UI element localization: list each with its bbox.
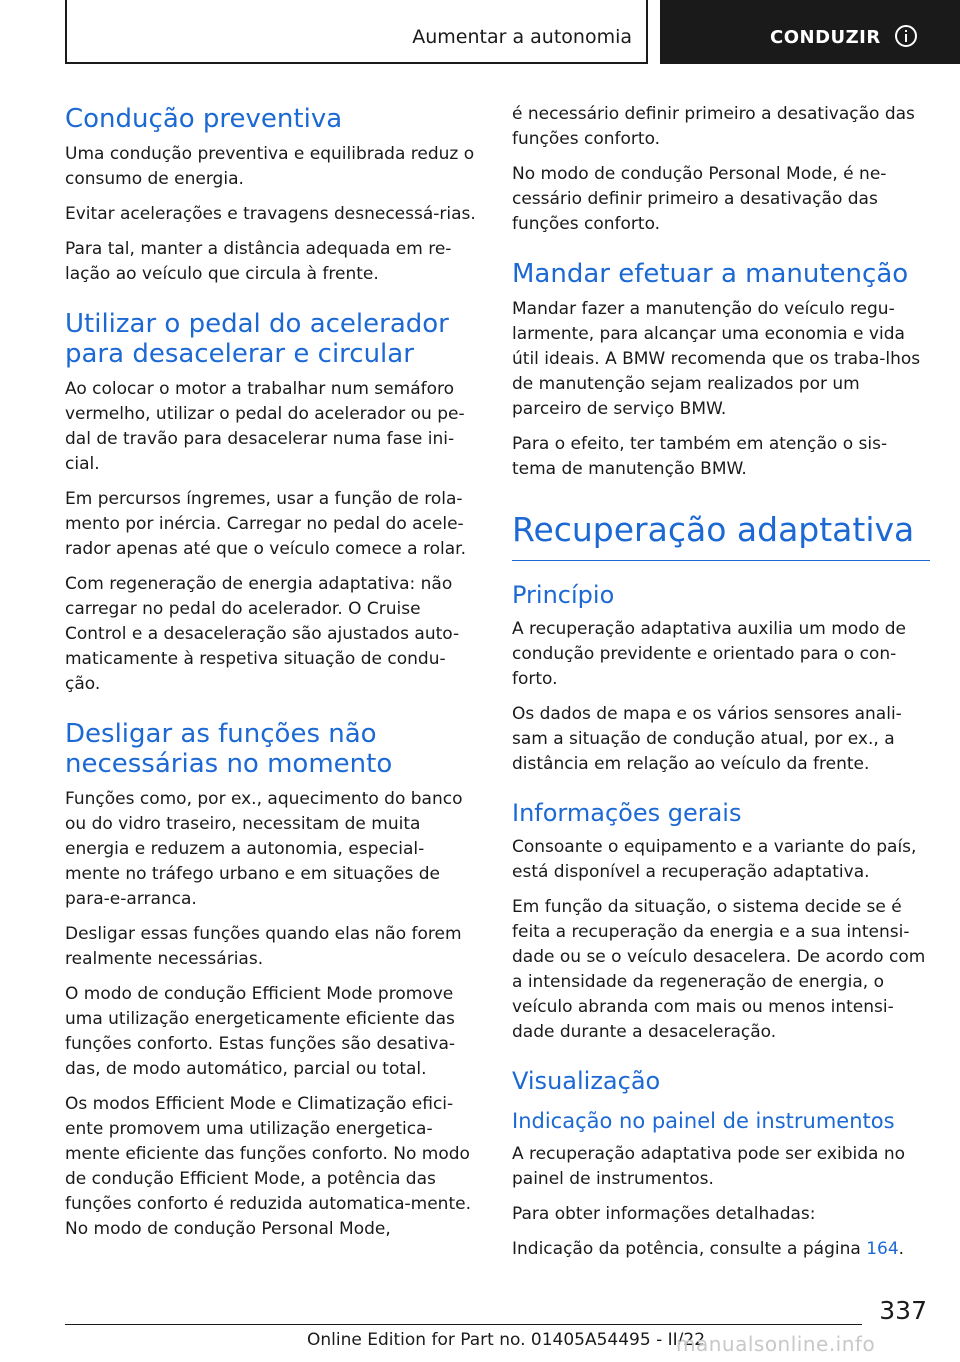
paragraph-text: Indicação da potência, consulte a página	[512, 1239, 867, 1259]
left-column	[65, 96, 479, 1242]
chapter-label: CONDUZIR	[770, 27, 881, 48]
section-header	[65, 0, 648, 64]
paragraph: A recuperação adaptativa auxilia um modo de condução previdente e orientado para o con-forto.	[512, 619, 907, 689]
heading-maintenance: Mandar efetuar a manutenção	[512, 259, 909, 289]
heading-adaptive-recuperation: Recuperação adaptativa	[512, 510, 915, 549]
paragraph: Em função da situação, o sistema decide se é feita a recuperação da energia e a sua intensi-dade ou se o veículo desacelera. De acordo com a intensidade da regeneração de energia, o veículo abranda com mais ou menos intensi-dade durante a desaceleração.	[512, 897, 926, 1042]
subheading-instrument-panel: Indicação no painel de instrumentos	[512, 1109, 895, 1133]
chapter-tab[interactable]	[660, 0, 960, 64]
paragraph: O modo de condução Efficient Mode promove uma utilização energeticamente eficiente das funções conforto. Estas funções são desativa-das, de modo automático, parcial ou total.	[65, 984, 456, 1079]
paragraph: Para tal, manter a distância adequada em re-lação ao veículo que circula à frente.	[65, 239, 452, 284]
heading-disable-functions: Desligar as funções não necessárias no momento	[65, 719, 393, 779]
paragraph: Evitar acelerações e travagens desnecessá-rias.	[65, 204, 476, 224]
info-icon[interactable]	[895, 25, 917, 47]
right-column	[512, 96, 930, 1262]
footer-divider	[65, 1324, 862, 1325]
page-reference-link[interactable]: 164	[866, 1239, 899, 1259]
paragraph: Com regeneração de energia adaptativa: não carregar no pedal do acelerador. O Cruise Control e a desaceleração são ajustados auto-maticamente à respetiva situação de condu-ção.	[65, 574, 460, 694]
paragraph: é necessário definir primeiro a desativação das funções conforto.	[512, 104, 915, 149]
paragraph: Para o efeito, ter também em atenção o sis-tema de manutenção BMW.	[512, 434, 888, 479]
paragraph: Consoante o equipamento e a variante do país, está disponível a recuperação adaptativa.	[512, 837, 917, 882]
heading-preventive-driving: Condução preventiva	[65, 104, 343, 134]
paragraph: Uma condução preventiva e equilibrada reduz o consumo de energia.	[65, 144, 475, 189]
paragraph: Ao colocar o motor a trabalhar num semáforo vermelho, utilizar o pedal do acelerador ou pe-dal de travão para desacelerar numa fase ini-cial.	[65, 379, 465, 474]
heading-principle: Princípio	[512, 581, 615, 609]
heading-display: Visualização	[512, 1067, 661, 1095]
paragraph: Mandar fazer a manutenção do veículo regu-larmente, para alcançar uma economia e vida útil ideais. A BMW recomenda que os traba-lhos de manutenção sejam realizados por um parceiro de serviço BMW.	[512, 299, 921, 419]
paragraph: Em percursos íngremes, usar a função de rola-mento por inércia. Carregar no pedal do acele-rador apenas até que o veículo comece a rolar.	[65, 489, 466, 559]
edition-note: Online Edition for Part no. 01405A54495 - II/22	[307, 1330, 706, 1350]
paragraph: Desligar essas funções quando elas não forem realmente necessárias.	[65, 924, 462, 969]
paragraph-end: .	[898, 1239, 905, 1259]
watermark: manualsonline.info	[676, 1332, 876, 1356]
chapter-heading	[512, 510, 930, 561]
paragraph: Para obter informações detalhadas:	[512, 1204, 816, 1224]
section-title: Aumentar a autonomia	[412, 26, 632, 48]
paragraph-with-link	[512, 1237, 930, 1262]
paragraph: Funções como, por ex., aquecimento do banco ou do vidro traseiro, necessitam de muita energia e reduzem a autonomia, especial-mente no tráfego urbano e em situações de para-e-arranca.	[65, 789, 463, 909]
paragraph: No modo de condução Personal Mode, é ne-cessário definir primeiro a desativação das funções conforto.	[512, 164, 887, 234]
heading-general-info: Informações gerais	[512, 799, 742, 827]
heading-accelerator-pedal: Utilizar o pedal do acelerador para desacelerar e circular	[65, 309, 449, 369]
paragraph: Os modos Efficient Mode e Climatização efici-ente promovem uma utilização energetica-mente eficiente das funções conforto. No modo de condução Efficient Mode, a potência das funções conforto é reduzida automatica-mente. No modo de condução Personal Mode,	[65, 1094, 471, 1239]
paragraph: Os dados de mapa e os vários sensores anali-sam a situação de condução atual, por ex., a distância em relação ao veículo da frente.	[512, 704, 902, 774]
paragraph: A recuperação adaptativa pode ser exibida no painel de instrumentos.	[512, 1144, 906, 1189]
page-number: 337	[879, 1296, 927, 1325]
